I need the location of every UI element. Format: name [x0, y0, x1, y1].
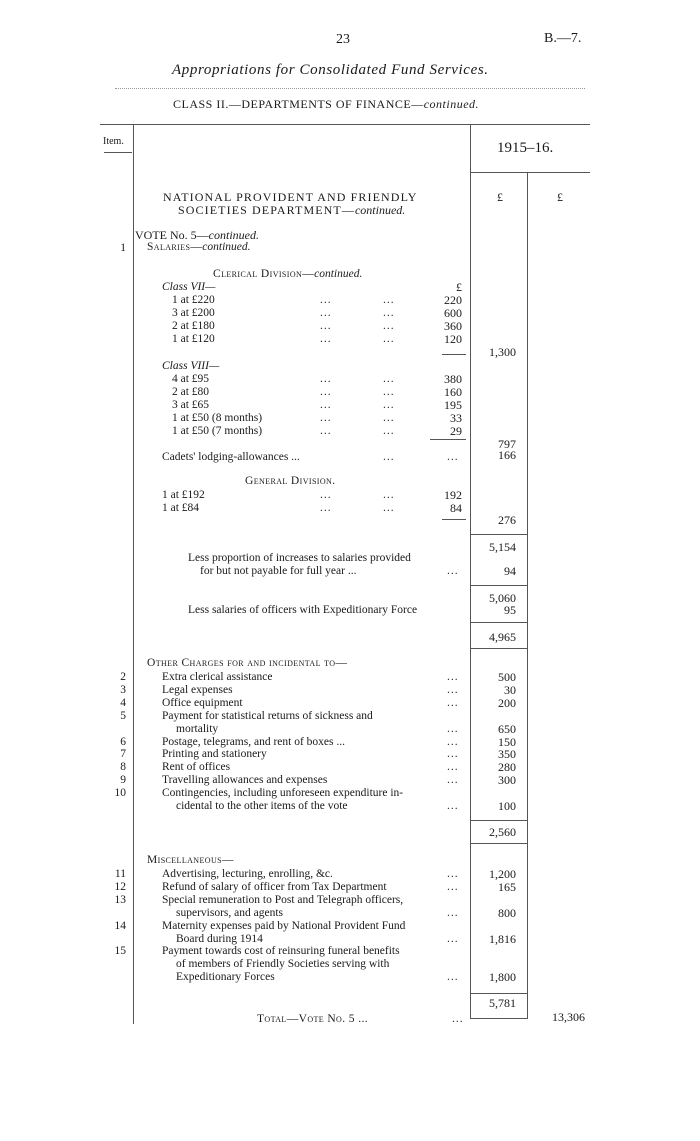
item-number: 4 [120, 696, 126, 709]
item-number: 7 [120, 748, 126, 761]
miscellaneous-total-rule [470, 993, 527, 994]
salary-row-desc: 1 at £120 [172, 333, 215, 345]
item-description-line: Office equipment [162, 696, 243, 709]
salary-row-dots-a: ... [320, 294, 332, 306]
vote-heading-suffix: continued. [208, 228, 259, 242]
salary-row-dots-b: ... [383, 399, 395, 411]
subtotal-2: 5,060 [489, 591, 516, 605]
other-charges-total-rule [470, 820, 527, 821]
cadets-amount: 166 [498, 448, 516, 462]
salary-row-amount: 192 [444, 488, 462, 502]
item-amount: 300 [498, 773, 516, 788]
item-number: 2 [120, 671, 126, 683]
miscellaneous-total: 5,781 [489, 996, 516, 1010]
salary-row-amount: 600 [444, 306, 462, 320]
salary-row-desc: 1 at £220 [172, 294, 215, 306]
item-description-line: Contingencies, including unforeseen expenditure in- [162, 787, 404, 800]
salary-row-amount: 220 [444, 293, 462, 307]
salary-row-desc: 2 at £180 [172, 320, 215, 332]
item-dots: ... [447, 971, 459, 984]
item-dots: ... [447, 735, 459, 748]
department-line-2-suffix: continued. [354, 203, 406, 217]
salary-row-dots-a: ... [320, 307, 332, 319]
subtotal-3-rule [470, 622, 527, 623]
salary-row-amount: 33 [450, 411, 462, 425]
item-amount: 150 [498, 734, 516, 749]
salary-row-dots-b: ... [383, 307, 395, 319]
item-dots: ... [447, 774, 459, 787]
salary-row-dots-b: ... [383, 320, 395, 332]
class-7-total: 1,300 [489, 345, 516, 359]
year-header-rule [470, 172, 590, 173]
item-number: 13 [114, 893, 126, 906]
item-amount: 1,816 [489, 931, 516, 946]
title-rule [115, 88, 585, 89]
salary-row-amount: 380 [444, 372, 462, 386]
grand-total-dots: ... [452, 1013, 464, 1025]
less-1-dots: ... [447, 565, 459, 577]
salary-row-dots-b: ... [383, 412, 395, 424]
subtotal-1-rule [470, 534, 527, 535]
item-number: 8 [120, 761, 126, 774]
grand-total-amount: 13,306 [552, 1010, 585, 1024]
item-dots: ... [447, 761, 459, 774]
salary-row-desc: 1 at £192 [162, 489, 205, 501]
subtotal-1: 5,154 [489, 540, 516, 554]
salary-row-dots-a: ... [320, 386, 332, 398]
page-number: 23 [336, 32, 350, 47]
item-number: 6 [120, 735, 126, 748]
salary-row-dots-b: ... [383, 386, 395, 398]
item-amount: 800 [498, 905, 516, 920]
salary-row-amount: 160 [444, 385, 462, 399]
salary-row-desc: 1 at £50 (7 months) [172, 425, 263, 437]
currency-column-a: £ [497, 190, 503, 204]
item-amount: 280 [498, 760, 516, 775]
item-description-line: Payment for statistical returns of sickness and [162, 709, 373, 722]
department-line-2-text: SOCIETIES DEPARTMENT— [178, 203, 355, 217]
salary-row-amount: 195 [444, 398, 462, 412]
general-sum-rule [442, 519, 466, 520]
table-top-rule [100, 124, 590, 125]
salary-row-amount: 29 [450, 424, 462, 438]
item-description-line: Advertising, lecturing, enrolling, &c. [162, 868, 333, 880]
salary-row-desc: 3 at £200 [172, 307, 215, 319]
less-1-amount: 94 [504, 564, 516, 578]
item-dots: ... [447, 722, 459, 735]
class-heading-text: CLASS II.—DEPARTMENTS OF FINANCE— [173, 97, 424, 111]
salary-row-dots-a: ... [320, 412, 332, 424]
class-8-total: 797 [498, 437, 516, 451]
amount-column-rule-a [470, 124, 471, 1019]
class-heading-suffix: continued. [423, 97, 480, 111]
subtotal-2-rule [470, 585, 527, 586]
item-amount: 165 [498, 879, 516, 894]
salary-row-desc: 2 at £80 [172, 386, 210, 398]
item-amount: 1,200 [489, 867, 516, 881]
item-description-line: Refund of salary of officer from Tax Department [162, 880, 387, 893]
item-description-line: Postage, telegrams, and rent of boxes ... [162, 735, 345, 748]
salary-row-dots-b: ... [383, 294, 395, 306]
class-8-sum-rule [430, 439, 466, 440]
item-header-rule [104, 152, 132, 153]
salary-row-amount: 84 [450, 501, 462, 515]
salary-row-amount: 360 [444, 319, 462, 333]
item-amount: 30 [504, 682, 516, 697]
currency-column-b: £ [557, 190, 563, 204]
item-number: 3 [120, 683, 126, 696]
item-description-line: mortality [176, 722, 219, 735]
other-charges-total: 2,560 [489, 825, 516, 839]
salary-row-dots-a: ... [320, 425, 332, 437]
item-number: 11 [114, 868, 126, 880]
item-description-line: Payment towards cost of reinsuring funeral benefits [162, 945, 400, 958]
salaries-heading-suffix: continued. [202, 241, 251, 253]
item-dots: ... [447, 671, 459, 683]
salary-row-desc: 1 at £84 [162, 502, 200, 514]
less-2-text: Less salaries of officers with Expeditionary Force [188, 604, 418, 616]
item-dots: ... [447, 880, 459, 893]
salary-row-dots-b: ... [383, 333, 395, 345]
subtotal-3-under-rule [470, 648, 527, 649]
miscellaneous-heading: Miscellaneous— [147, 854, 234, 866]
year-header: 1915–16. [497, 140, 554, 156]
item-description-line: Travelling allowances and expenses [162, 774, 328, 787]
cadets-dots-b: ... [447, 451, 459, 463]
item-amount: 1,800 [489, 970, 516, 985]
salary-row-dots-a: ... [320, 333, 332, 345]
salary-row-dots-a: ... [320, 489, 332, 501]
salary-row-desc: 3 at £65 [172, 399, 210, 411]
salary-row-dots-b: ... [383, 373, 395, 385]
item-description-line: Printing and stationery [162, 748, 267, 761]
grand-total-rule [470, 1018, 527, 1019]
amount-column-rule-b [527, 172, 528, 1019]
salary-row-amount: 120 [444, 332, 462, 346]
salaries-heading [147, 241, 251, 253]
item-description-line: supervisors, and agents [176, 906, 283, 919]
item-number: 5 [120, 709, 126, 722]
item-dots: ... [447, 748, 459, 761]
item-description-line: Extra clerical assistance [162, 671, 273, 683]
item-description-line: of members of Friendly Societies serving with [176, 958, 390, 971]
class-heading [173, 97, 479, 112]
clerical-heading-text: Clerical Division— [213, 268, 315, 280]
subtotal-3: 4,965 [489, 630, 516, 644]
item-number: 14 [114, 919, 126, 932]
less-1-line-1: Less proportion of increases to salaries provided [188, 552, 411, 564]
item-amount: 350 [498, 747, 516, 762]
salary-row-dots-a: ... [320, 502, 332, 514]
item-amount: 200 [498, 695, 516, 710]
cadets-dots-a: ... [383, 451, 395, 463]
salary-row-dots-b: ... [383, 489, 395, 501]
item-number: 12 [114, 880, 126, 893]
pound-sign: £ [456, 280, 462, 294]
department-line-2 [178, 203, 405, 218]
item-amount: 100 [498, 799, 516, 813]
salary-row-dots-a: ... [320, 320, 332, 332]
salary-row-dots-b: ... [383, 425, 395, 437]
salary-row-desc: 1 at £50 (8 months) [172, 412, 263, 424]
item-number-1: 1 [120, 242, 126, 254]
other-charges-under-rule [470, 843, 527, 844]
general-heading: General Division. [245, 475, 336, 487]
item-dots: ... [447, 906, 459, 919]
class-7-label: Class VII— [162, 281, 216, 293]
item-amount: 650 [498, 721, 516, 736]
item-description-line: Legal expenses [162, 683, 233, 696]
less-1-line-2: for but not payable for full year ... [200, 565, 357, 577]
item-description-line: cidental to the other items of the vote [176, 800, 348, 812]
item-amount: 500 [498, 670, 516, 684]
less-2-amount: 95 [504, 603, 516, 617]
grand-total-label: Total—Vote No. 5 ... [257, 1013, 369, 1025]
page-title: Appropriations for Consolidated Fund Services. [172, 62, 489, 78]
clerical-heading-suffix: continued. [314, 268, 363, 280]
item-header: Item. [103, 136, 124, 147]
item-dots: ... [447, 696, 459, 709]
document-code: B.—7. [544, 31, 582, 46]
salary-row-dots-a: ... [320, 399, 332, 411]
item-number: 10 [114, 787, 126, 800]
department-line-1: NATIONAL PROVIDENT AND FRIENDLY [163, 190, 418, 204]
item-description-line: Maternity expenses paid by National Provident Fund [162, 919, 406, 932]
item-number: 9 [120, 774, 126, 787]
other-charges-heading: Other Charges for and incidental to— [147, 657, 348, 669]
item-column-rule [133, 124, 134, 1024]
item-description-line: Expeditionary Forces [176, 971, 275, 984]
clerical-heading [213, 268, 362, 280]
item-description-line: Rent of offices [162, 761, 231, 774]
item-dots: ... [447, 683, 459, 696]
item-dots: ... [447, 800, 459, 812]
item-number: 15 [114, 945, 126, 958]
item-dots: ... [447, 868, 459, 880]
salaries-heading-text: Salaries— [147, 241, 203, 253]
salary-row-dots-b: ... [383, 502, 395, 514]
item-description-line: Board during 1914 [176, 932, 263, 945]
salary-row-desc: 4 at £95 [172, 373, 210, 385]
class-7-sum-rule [442, 354, 466, 355]
class-8-label: Class VIII— [162, 360, 220, 372]
general-total: 276 [498, 513, 516, 527]
item-dots: ... [447, 932, 459, 945]
item-description-line: Special remuneration to Post and Telegraph officers, [162, 893, 404, 906]
vote-heading-text: VOTE No. 5— [135, 228, 209, 242]
salary-row-dots-a: ... [320, 373, 332, 385]
cadets-label: Cadets' lodging-allowances ... [162, 451, 300, 463]
